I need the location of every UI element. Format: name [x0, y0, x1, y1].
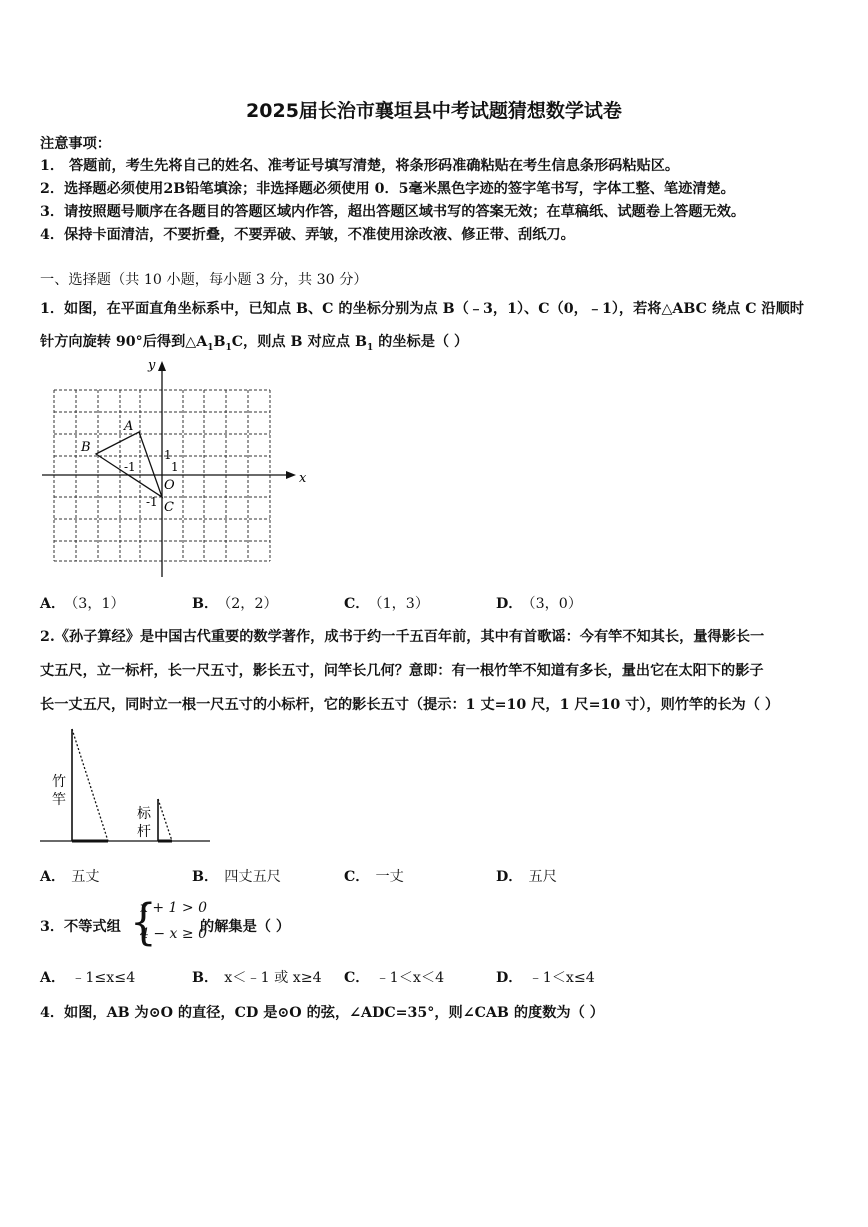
- tick-label: 1: [164, 448, 172, 462]
- tick-label: 1: [171, 460, 179, 474]
- q1-option-b[interactable]: B． （2，2）: [192, 596, 278, 612]
- brace-icon: {: [130, 893, 157, 950]
- pole-label: 竹: [52, 773, 66, 789]
- point-c-label: C: [164, 500, 174, 515]
- q3-option-b[interactable]: B． x＜﹣1 或 x≥4: [192, 970, 322, 986]
- notice-heading: 注意事项：: [40, 136, 111, 152]
- section-heading: 一、选择题（共 10 小题，每小题 3 分，共 30 分）: [40, 272, 368, 288]
- q1-text-line2: 针方向旋转 90°后得到$\triangle A_1B_1C$，则点 B 对应点 $B_1$ 的坐标是（ ）: [40, 334, 469, 353]
- q2-text-line3: 长一丈五尺，同时立一根一尺五寸的小标杆，它的影长五寸（提示：1 丈=10 尺，1 尺=10 寸），则竹竿的长为（ ）: [40, 697, 780, 713]
- point-b-label: B: [81, 440, 91, 455]
- rod-label: 标: [137, 805, 151, 821]
- point-a-label: A: [124, 419, 134, 434]
- page-title: 2025届长治市襄垣县中考试题猜想数学试卷: [246, 100, 622, 122]
- q3-suffix: 的解集是（ ）: [200, 919, 291, 935]
- pole-sun-ray: [72, 729, 108, 841]
- q3-option-d[interactable]: D． ﹣1＜x≤4: [496, 970, 595, 986]
- tick-label: -1: [146, 495, 158, 509]
- q4-text-line1: 4．如图，AB 为⊙O 的直径，CD 是⊙O 的弦，∠ADC=35°，则∠CAB 的度数为（ ）: [40, 1005, 604, 1021]
- q1-option-a[interactable]: A． （3，1）: [40, 596, 125, 612]
- q3-option-a[interactable]: A． ﹣1≤x≤4: [40, 970, 136, 986]
- q1-coordinate-figure: [38, 355, 318, 585]
- q1-option-c[interactable]: C． （1，3）: [344, 596, 430, 612]
- inequality-system: [130, 893, 207, 950]
- notice-item: 2．选择题必须使用2B铅笔填涂；非选择题必须使用 0．5毫米黑色字迹的签字笔书写，字体工整、笔迹清楚。: [40, 181, 735, 197]
- q2-option-c[interactable]: C． 一丈: [344, 869, 404, 885]
- origin-label: O: [164, 478, 175, 493]
- inequality-row: x + 1 > 0: [140, 900, 207, 916]
- q3-option-c[interactable]: C． ﹣1＜x＜4: [344, 970, 445, 986]
- x-axis-arrow: [286, 471, 296, 479]
- rod-sun-ray: [158, 799, 172, 841]
- q1-option-d[interactable]: D． （3，0）: [496, 596, 583, 612]
- q2-option-d[interactable]: D． 五尺: [496, 869, 557, 885]
- x-label: x: [299, 471, 307, 486]
- notice-item: 1． 答题前，考生先将自己的姓名、准考证号填写清楚，将条形码准确粘贴在考生信息条形码粘贴区。: [40, 158, 680, 174]
- tick-label: -1: [124, 460, 136, 474]
- notice-item: 3．请按照题号顺序在各题目的答题区域内作答，超出答题区域书写的答案无效；在草稿纸、试题卷上答题无效。: [40, 204, 746, 220]
- pole-label: 竿: [52, 791, 66, 807]
- y-label: y: [148, 358, 156, 373]
- inequality-row: 4 − x ≥ 0: [140, 926, 207, 942]
- notice-item: 4．保持卡面清洁，不要折叠，不要弄破、弄皱，不准使用涂改液、修正带、刮纸刀。: [40, 227, 575, 243]
- q2-text-line2: 丈五尺，立一标杆，长一尺五寸，影长五寸，问竿长几何？意即：有一根竹竿不知道有多长，量出它在太阳下的影子: [40, 663, 764, 679]
- q2-text-line1: 2.《孙子算经》是中国古代重要的数学著作，成书于约一千五百年前，其中有首歌谣：今有竿不知其长，量得影长一: [40, 629, 765, 645]
- y-axis-arrow: [158, 361, 166, 371]
- q1-text-line1: 1．如图，在平面直角坐标系中，已知点 B、C 的坐标分别为点 B（﹣3，1）、C（0，﹣1），若将△ABC 绕点 C 沿顺时: [40, 301, 804, 317]
- q2-shadow-figure: [38, 724, 214, 848]
- q3-prefix: 3．不等式组: [40, 919, 121, 935]
- rod-label: 杆: [137, 823, 151, 839]
- q2-option-b[interactable]: B． 四丈五尺: [192, 869, 281, 885]
- q2-option-a[interactable]: A． 五丈: [40, 869, 100, 885]
